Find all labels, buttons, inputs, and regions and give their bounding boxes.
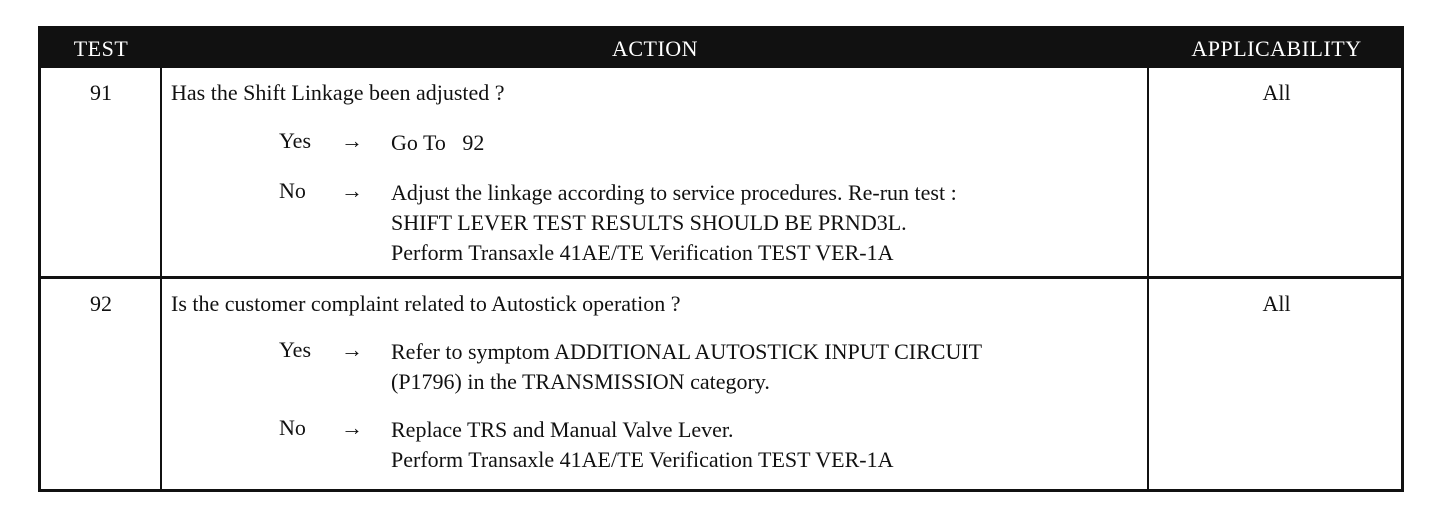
yes-text xyxy=(391,128,484,158)
header-action: ACTION xyxy=(611,36,699,61)
response-line: Go To 92 xyxy=(391,130,485,155)
right-arrow-icon: → xyxy=(341,415,363,440)
response-line: SHIFT LEVER TEST RESULTS SHOULD BE PRND3L. xyxy=(391,210,907,235)
yes-label: Yes xyxy=(279,337,312,362)
response-line: Perform Transaxle 41AE/TE Verification TEST VER-1A xyxy=(391,240,894,265)
test-number: 91 xyxy=(90,80,112,105)
response-line: (P1796) in the TRANSMISSION category. xyxy=(391,369,770,394)
action-question: Has the Shift Linkage been adjusted ? xyxy=(171,80,505,105)
right-arrow-icon: → xyxy=(341,128,363,153)
no-label: No xyxy=(279,178,306,203)
applicability-value: All xyxy=(1262,291,1291,316)
action-question: Is the customer complaint related to Autostick operation ? xyxy=(171,291,681,316)
response-line: Perform Transaxle 41AE/TE Verification TEST VER-1A xyxy=(391,447,894,472)
yes-text xyxy=(391,337,982,397)
table-row xyxy=(41,68,1401,279)
yes-label: Yes xyxy=(279,128,312,153)
diagnostic-table xyxy=(38,26,1404,492)
right-arrow-icon: → xyxy=(341,337,363,362)
header-test: TEST xyxy=(73,36,129,61)
no-label: No xyxy=(279,415,306,440)
header-applicability: APPLICABILITY xyxy=(1191,36,1362,61)
test-number: 92 xyxy=(90,291,112,316)
response-line: Refer to symptom ADDITIONAL AUTOSTICK INPUT CIRCUIT xyxy=(391,339,983,364)
table-row xyxy=(41,279,1401,489)
response-line: Replace TRS and Manual Valve Lever. xyxy=(391,417,734,442)
column-divider xyxy=(1147,68,1149,489)
table-header xyxy=(41,29,1401,68)
applicability-value: All xyxy=(1262,80,1291,105)
response-line: Adjust the linkage according to service procedures. Re-run test : xyxy=(391,180,957,205)
no-text xyxy=(391,415,894,475)
column-divider xyxy=(160,68,162,489)
right-arrow-icon: → xyxy=(341,178,363,203)
no-text xyxy=(391,178,957,268)
